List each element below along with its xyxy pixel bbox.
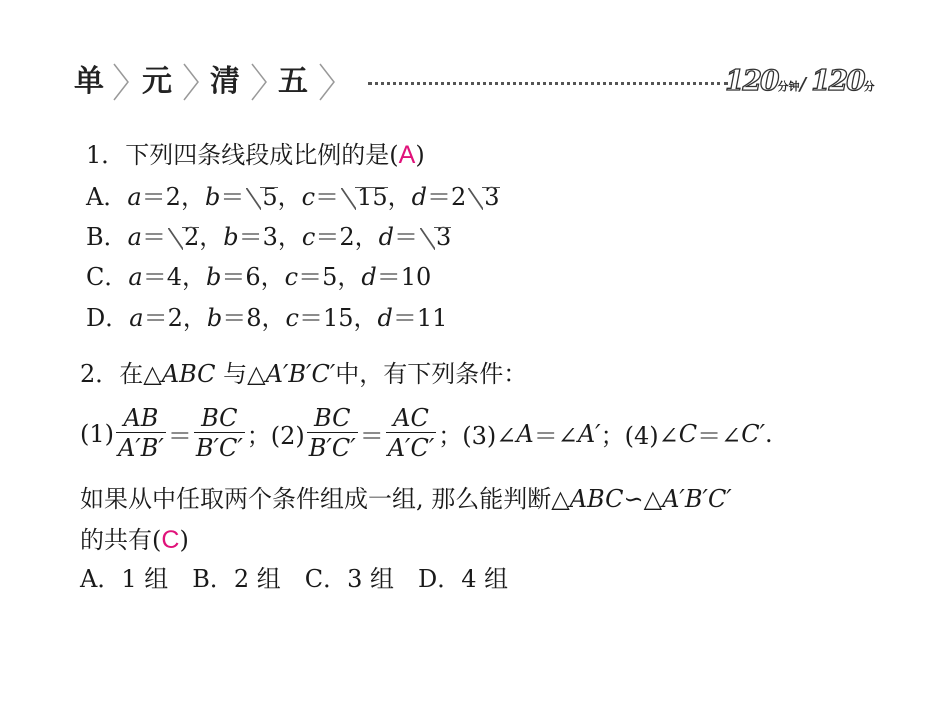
score-value: 120 xyxy=(811,64,864,97)
header-char-1: 单 xyxy=(74,64,104,99)
q1-option-d: D．a＝2，b＝8，c＝15，d＝11 xyxy=(86,304,448,332)
q2-stem: 2．在△ABC 与△A′B′C′中，有下列条件： xyxy=(80,360,528,388)
q1-answer: A xyxy=(398,141,416,169)
header-char-4: 五 xyxy=(278,64,308,99)
fraction: $\frac{AC}{A'C'}$ xyxy=(387,404,435,462)
fraction: $\frac{AB}{A'B'}$ xyxy=(118,404,164,462)
chevron-right-icon xyxy=(108,62,132,102)
dotted-divider xyxy=(368,82,728,85)
sqrt-icon: 5 xyxy=(246,182,277,212)
q1-option-b: B．a＝ 2，b＝3，c＝2，d＝ 3 xyxy=(86,223,452,251)
time-value: 120 xyxy=(725,64,778,97)
q2-answer: C xyxy=(161,526,180,554)
header-char-2: 元 xyxy=(142,64,172,99)
fraction: $\frac{BC}{B'C'}$ xyxy=(195,404,243,462)
sqrt-icon: 3 xyxy=(420,222,451,252)
q2-body-line2: 的共有(C) xyxy=(80,526,189,554)
q1-option-c: C．a＝4，b＝6，c＝5，d＝10 xyxy=(86,263,432,291)
q2-body-line1: 如果从中任取两个条件组成一组, 那么能判断△ABC∽△A′B′C′ xyxy=(80,485,732,513)
time-score-badge xyxy=(725,64,875,100)
header-char-3: 清 xyxy=(210,64,240,99)
sqrt-icon: 3 xyxy=(468,182,499,212)
slash-separator: / xyxy=(799,74,807,95)
q1-stem: 1．下列四条线段成比例的是(A) xyxy=(86,141,425,169)
chevron-right-icon xyxy=(178,62,202,102)
time-unit: 分钟 xyxy=(777,80,800,93)
unit-header xyxy=(70,60,890,110)
sqrt-icon: 2 xyxy=(168,222,199,252)
sqrt-icon: 15 xyxy=(341,182,388,212)
chevron-right-icon xyxy=(314,62,338,102)
chevron-right-icon xyxy=(246,62,270,102)
q2-options: A．1 组 B．2 组 C．3 组 D．4 组 xyxy=(80,565,509,593)
q2-conditions: (1) $\frac{AB}{A'B'}$ ＝ $\frac{BC}{B'C'}$ ；(2) $\frac{BC}{B'C'}$ ＝ $\frac{AC}{A'C'}$ ；(3)∠ A ＝∠ A′ ；(4)∠ C ＝∠ C′ . xyxy=(80,404,773,462)
score-unit: 分 xyxy=(863,80,875,93)
q1-option-a: A．a＝2，b＝ 5，c＝ 15，d＝2 3 xyxy=(86,183,500,211)
fraction: $\frac{BC}{B'C'}$ xyxy=(308,404,356,462)
